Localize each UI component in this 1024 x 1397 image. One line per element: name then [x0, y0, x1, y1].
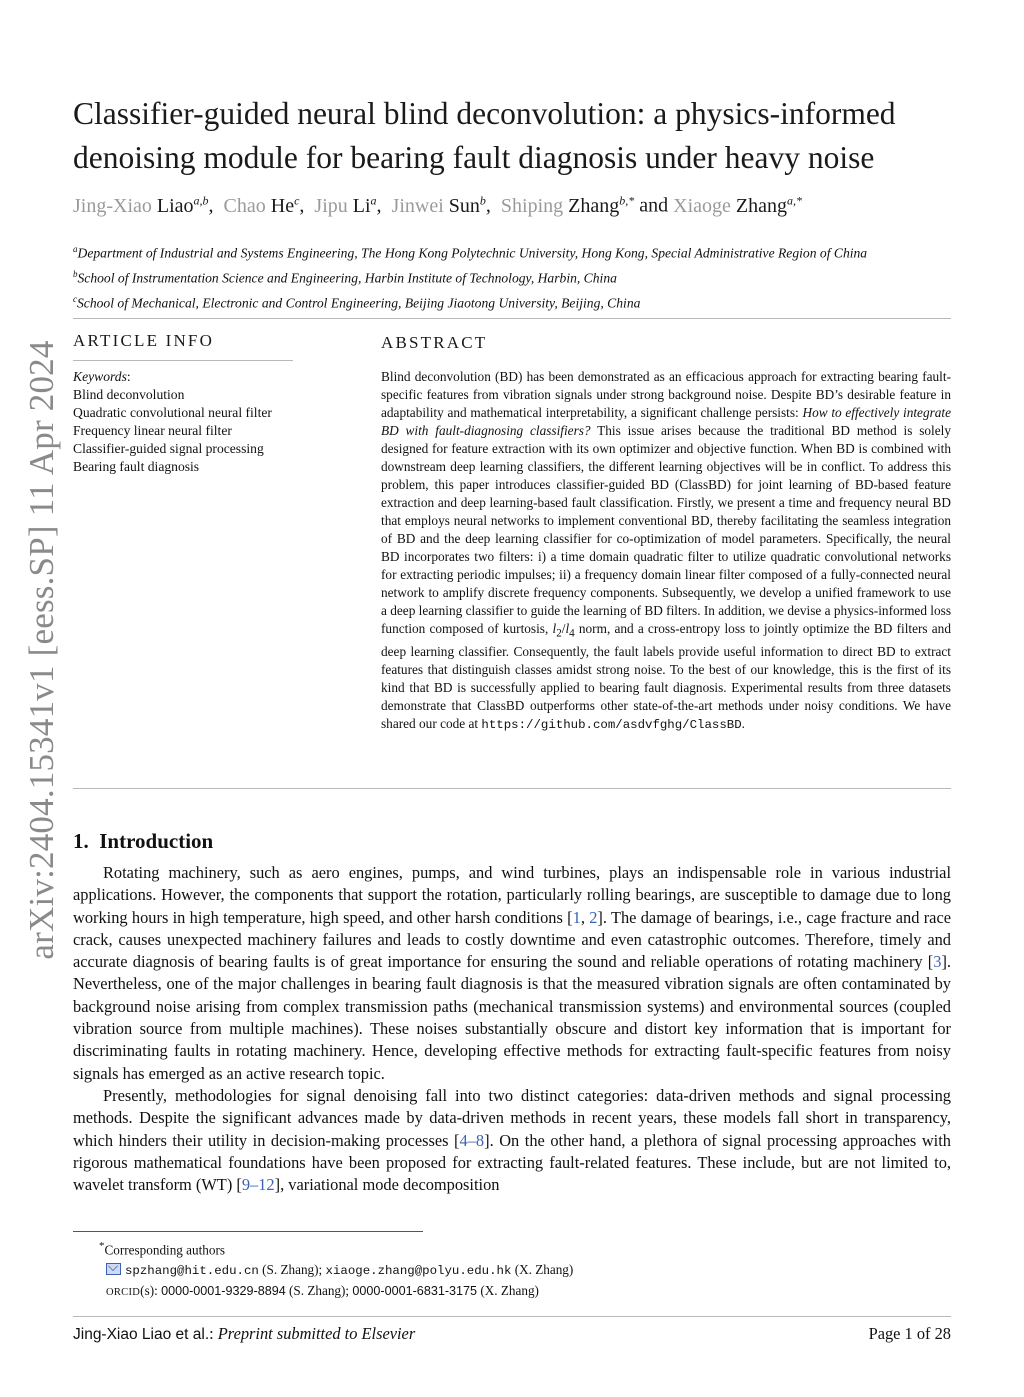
- article-info-heading: ARTICLE INFO: [73, 331, 215, 350]
- email-link[interactable]: spzhang@hit.edu.cn: [125, 1264, 259, 1279]
- paragraph: Rotating machinery, such as aero engines, pumps, and wind turbines, plays an indispensable role in various industrial applications. However, the components that support the rotation, particularly rolling bearings, are susceptible to damage due to long working hours in high temperature, high speed, and other harsh conditions [1, 2]. The damage of bearings, i.e., cage fracture and race crack, causes unexpected machinery failures and leads to costly downtime and even catastrophic outcomes. Therefore, timely and accurate diagnosis of bearing faults is of great importance for ensuring the sound and reliable operations of rotating machinery [3]. Nevertheless, one of the major challenges in bearing fault diagnosis is that the measured vibration signals are often contaminated by background noise arising from complex transmission paths (mechanical transmission systems) and environmental sources (coupled vibration source from multiple machines). These noises substantially obscure and distort key information that is important for discriminating faults in rotating machinery. Hence, developing effective methods for extracting fault-specific features from noisy signals has emerged as an active research topic.: [73, 863, 952, 1083]
- footnote-orcid: ORCID(s): 0000-0001-9329-8894 (S. Zhang); 0000-0001-6831-3175 (X. Zhang): [106, 1283, 539, 1299]
- citation-link[interactable]: 3: [933, 952, 942, 972]
- abstract-heading: ABSTRACT: [381, 333, 488, 352]
- author: Chao He$^c$: [223, 193, 300, 217]
- keyword: Quadratic convolutional neural filter: [73, 405, 272, 420]
- author: Xiaoge Zhang$^{a,*}$: [673, 193, 802, 217]
- paragraph: Presently, methodologies for signal denoising fall into two distinct categories: data-driven methods and signal processing methods. Despite the significant advances made by data-driven methods in recent years, these models fall short in transparency, which hinders their utility in decision-making processes [4–8]. On the other hand, a plethora of signal processing approaches with rigorous mathematical foundations have been proposed for extracting fault-related features. These include, but are not limited to, wavelet transform (WT) [9–12], variational mode decomposition: [73, 1085, 951, 1195]
- keyword: Classifier-guided signal processing: [73, 441, 264, 456]
- divider: [73, 318, 951, 319]
- citation-link[interactable]: 1: [572, 907, 581, 927]
- arxiv-identifier: arXiv:2404.15341v1 [eess.SP] 11 Apr 2024: [22, 340, 61, 960]
- affiliation: $^c$School of Mechanical, Electronic and Control Engineering, Beijing Jiaotong University, Beijing, China: [73, 294, 641, 311]
- orcid-link[interactable]: 0000-0001-6831-3175: [352, 1284, 478, 1299]
- keywords-block: Keywords: Blind deconvolution Quadratic convolutional neural filter Frequency linear neural filter Classifier-guided signal processing Bearing fault diagnosis: [73, 368, 303, 476]
- code-repository-link[interactable]: https://github.com/asdvfghg/ClassBD: [481, 717, 742, 732]
- author-conjunction: and: [639, 194, 669, 217]
- affiliation: $^b$School of Instrumentation Science and Engineering, Harbin Institute of Technology, Harbin, China: [73, 269, 617, 286]
- footnote-emails: spzhang@hit.edu.cn (S. Zhang); xiaoge.zhang@polyu.edu.hk (X. Zhang): [73, 1260, 773, 1281]
- author: Shiping Zhang$^{b,*}$: [500, 193, 635, 217]
- footer-divider: [73, 1316, 951, 1317]
- citation-link[interactable]: 2: [589, 907, 598, 927]
- footnote-corresponding: *Corresponding authors: [99, 1240, 226, 1258]
- footnotes: [73, 1236, 773, 1303]
- author: Jipu Li$^a$: [314, 193, 377, 217]
- abstract-text: Blind deconvolution (BD) has been demonstrated as an efficacious approach for extracting bearing fault-specific features from vibration signals under strong background noise. Despite BD’s desirable feature in adaptability and mathematical interpretability, a significant challenge persists: How to effectively integrate BD with fault-diagnosing classifiers? This issue arises because the traditional BD method is solely designed for feature extraction with its own optimizer and objective function. When BD is combined with downstream deep learning classifiers, the different learning objectives will be in conflict. To address this problem, this paper introduces classifier-guided BD (ClassBD) for joint learning of BD-based feature extraction and deep learning-based fault classification. Firstly, we present a time and frequency neural BD that employs neural networks to implement conventional BD, thereby facilitating the seamless integration of BD and the deep learning classifier for co-optimization of model parameters. Specifically, the neural BD incorporates two filters: i) a time domain quadratic filter to utilize quadratic convolutional networks for extracting periodic impulses; ii) a frequency domain linear filter composed of a fully-connected neural network to amplify discrete frequency components. Subsequently, we develop a unified framework to use a deep learning classifier to guide the learning of BD filters. In addition, we devise a physics-informed loss function composed of kurtosis, $l_2/l_4$ norm, and a cross-entropy loss to jointly optimize the BD filters and deep learning classifier. Consequently, the fault labels provide useful information to direct BD to extract features that distinguish classes amidst strong noise. To the best of our knowledge, this is the first of its kind that BD is successfully applied to bearing fault diagnosis. Experimental results from three datasets demonstrate that ClassBD outperforms other state-of-the-art methods under noisy conditions. We have shared our code at https://github.com/asdvfghg/ClassBD.: [381, 369, 952, 732]
- paper-title: Classifier-guided neural blind deconvolution: a physics-informed denoising module for bearing fault diagnosis under heavy noise: [73, 96, 896, 175]
- section-heading: 1. Introduction: [73, 829, 214, 853]
- citation-link[interactable]: 9–12: [241, 1175, 275, 1195]
- author: Jing-Xiao Liao$^{a,b}$: [73, 193, 209, 217]
- page-number: Page 1 of 28: [868, 1324, 951, 1343]
- envelope-icon: [106, 1263, 121, 1275]
- author-list: Jing-Xiao Liao$^{a,b}$, Chao He$^c$, Jipu Li$^a$, Jinwei Sun$^b$, Shiping Zhang$^{b,*}$ and Xiaoge Zhang$^{a,*}$: [73, 193, 802, 217]
- divider: [73, 788, 951, 789]
- affiliation: $^a$Department of Industrial and Systems Engineering, The Hong Kong Polytechnic University, Hong Kong, Special Administrative Region of China: [73, 244, 868, 261]
- divider: [73, 360, 293, 361]
- email-link[interactable]: xiaoge.zhang@polyu.edu.hk: [325, 1264, 512, 1279]
- keyword: Frequency linear neural filter: [73, 423, 232, 438]
- footnote-divider: [73, 1231, 423, 1232]
- footer-citation: Jing-Xiao Liao et al.: Preprint submitted to Elsevier: [73, 1324, 416, 1343]
- keywords-label: Keywords: [73, 369, 127, 384]
- orcid-link[interactable]: 0000-0001-9329-8894: [161, 1284, 286, 1299]
- body-text: [73, 862, 951, 1196]
- author: Jinwei Sun$^b$: [391, 193, 486, 217]
- citation-link[interactable]: 4–8: [459, 1130, 485, 1150]
- keyword: Bearing fault diagnosis: [73, 459, 200, 474]
- affiliations: [73, 239, 963, 314]
- keyword: Blind deconvolution: [73, 387, 185, 402]
